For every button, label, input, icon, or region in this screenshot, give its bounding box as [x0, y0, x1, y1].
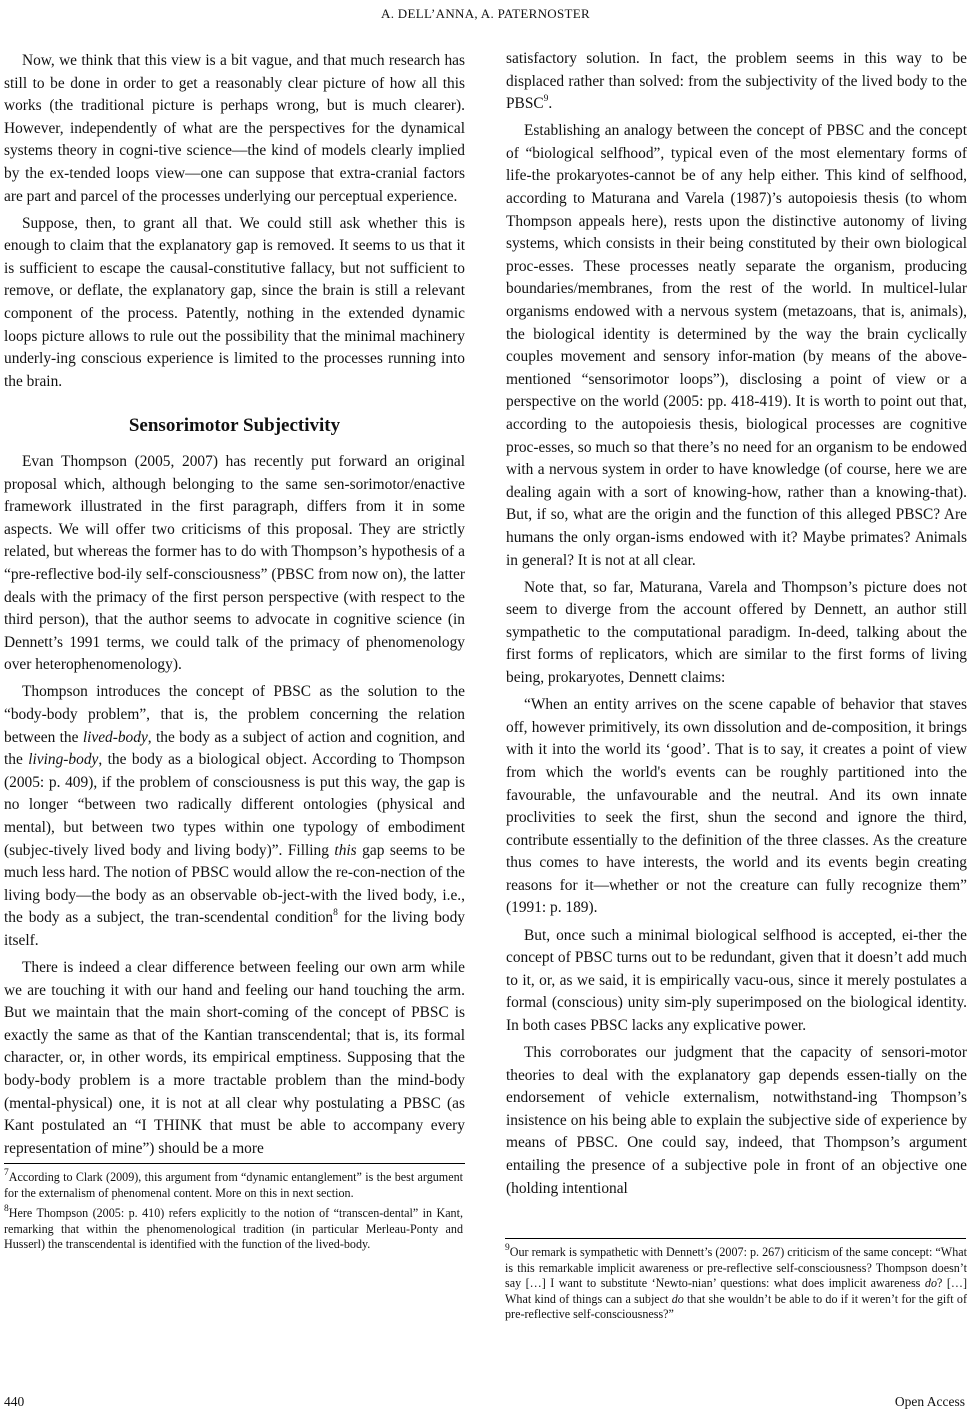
paragraph: But, once such a minimal biological selfhood is accepted, ei-ther the concept of PBSC turns out to be redundant, given that it doesn’t add much to it, or, as we said, it is empirically vacu-ous, since it merely postulates a formal (conscious) unity sim-ply superimposed on the biological identity. In both cases PBSC lacks any explicative power.: [506, 926, 967, 1034]
footnote-9: [505, 1242, 968, 1323]
emphasis: lived-body: [82, 728, 148, 746]
footnote-text: that she wouldn’t be able to do if it weren’t for the gift of pre-reflective self-consciousness?”: [505, 1291, 967, 1322]
footnote-text: According to Clark (2009), this argument from “dynamic entanglement” is the best argument for the externalism of phenomenal content. More on this in next section.: [4, 1170, 463, 1200]
footnote-text: Our remark is sympathetic with Dennett’s (2007: p. 267) criticism of the same concept: “What is this remarkable implicit awareness or pre-reflective self-consciousness? Thompson doesn’t say […] I want to substitute ‘Newto-nian’ questions: what does implicit awareness: [505, 1245, 967, 1291]
paragraph: Evan Thompson (2005, 2007) has recently put forward an original proposal which, although belonging to the same sen-sorimotor/enactive framework illustrated in the first paragraph, differs from it in some aspects. We will offer two criticisms of this proposal. They are strictly related, but whereas the former has to do with Thompson’s hypothesis of a “pre-reflective bod-ily self-consciousness” (PBSC from now on), the latter deals with the primacy of the first person perspective (with respect to the third person), that the author seems to advocate in cognitive science (in Dennett’s 1991 terms, we could talk of the primacy of phenomenology over heterophenomenology).: [4, 453, 465, 674]
paragraph: Establishing an analogy between the concept of PBSC and the concept of “biological selfhood”, typical even of the most elementary forms of life-the prokaryotes-cannot be of any help either. This kind of selfhood, according to Maturana and Varela (1987)’s autopoiesis thesis (to whom Thompson appeals here), rests upon the distinctive autonomy of living systems, which consists in their being constituted by their own biological proc-esses. These processes neatly separate the organism, producing boundaries/membranes, from the rest of the world. In multicel-lular organisms endowed with a nervous system (metazoans, that is, animals), the biological identity is determined by the way the brain cyclically couples movement and sensory infor-mation (by means of the above-mentioned “sensorimotor loops”), disclosing a point of view or a perspective on the world (2005: pp. 418-419). It is worth to point out that, according to the autopoiesis thesis, biological processes are cognitive proc-esses, so much so that there’s no need for an organism to be endowed with a nervous system in order to have knowledge (of course, here we are dealing again with a sort of knowing-how, rather than a knowing-that). But, if so, what are the origin and the function of this alleged PBSC? Are humans the only organ-isms endowed with it? Maybe primates? Animals in general? It is not at all clear.: [506, 122, 967, 569]
footnotes-left: [4, 1167, 463, 1258]
emphasis: do: [924, 1276, 937, 1291]
footnotes-right: [505, 1242, 968, 1328]
emphasis: living-body: [28, 751, 99, 769]
right-column: [506, 48, 967, 1205]
text: , the body as a subject of action and cognition, and the: [4, 728, 465, 769]
left-column: [4, 50, 465, 1165]
footnote-divider-right: [505, 1238, 966, 1239]
text: Thompson introduces the concept of PBSC as the solution to the “body-body problem”, that is, the problem concerning the relation between the: [4, 683, 465, 746]
paragraph: Suppose, then, to grant all that. We could still ask whether this is enough to claim that the explanatory gap is removed. It seems to us that it is sufficient to escape the causal-constitutive fallacy, but not sufficient to remove, or deflate, the explanatory gap, since the brain is still a relevant component of the process. Patently, nothing in the extended dynamic loops picture allows to rule out the possibility that the minimal machinery underly-ing conscious experience is limited to the processes running into the brain.: [4, 214, 465, 390]
page-number: 440: [4, 1394, 25, 1409]
open-access-label: Open Access: [894, 1394, 965, 1409]
footnote-divider-left: [4, 1163, 465, 1164]
paragraph: Now, we think that this view is a bit vague, and that much research has still to be done in order to get a reasonably clear picture of how all this works (the traditional picture is perhaps wrong, but is much clearer). However, independently of what are the perspectives for the dynamical systems theory in cogni-tive science—the kind of models clearly implied by the ex-tended loops view—one can suppose that extra-cranial factors are part and parcel of the processes underlying our perceptual experience.: [4, 52, 465, 205]
paragraph: Note that, so far, Maturana, Varela and Thompson’s picture does not seem to diverge from the account offered by Dennett, an author still sympathetic to the computational paradigm. In-deed, talking about the first forms of replicators, which are similar to the first forms of living being, prokaryotes, Dennett claims:: [506, 578, 967, 687]
section-heading: Sensorimotor Subjectivity: [128, 415, 341, 437]
quotation: “When an entity arrives on the scene capable of behavior that staves off, however primitively, its own dissolution and de-composition, it brings with it into the world its ‘good’. That is to say, it creates a point of view from which the world's events can be roughly partitioned into the favourable, the unfavourable and the neutral. And its own innate proclivities to seek the first, shun the second and ignore the third, contribute essentially to the definition of the three classes. As the creature thus comes to have interests, the world and its events begin creating reasons for it—whether or not the creature can fully recognize them” (1991: p. 189).: [506, 696, 967, 917]
text: satisfactory solution. In fact, the problem seems in this way to be displaced rather than solved: from the subjectivity of the lived body to the PBSC: [506, 50, 967, 113]
footnote-number: 8: [4, 1204, 9, 1215]
text: , the body as a biological object. According to Thompson (2005: p. 409), if the problem of consciousness is put this way, the gap is no longer “between two radically different ontologies (physical and mental), but between two types within one typology of embodiment (subjec-tively lived body and living body)”. Filling: [4, 751, 465, 859]
footnote-number: 7: [4, 1167, 9, 1178]
footnote-ref-8[interactable]: 8: [333, 908, 338, 919]
emphasis: this: [334, 841, 357, 859]
running-header: A. DELL’ANNA, A. PATERNOSTER: [381, 6, 590, 21]
paragraph: [4, 681, 465, 952]
text: .: [548, 95, 553, 113]
footnote-ref-9[interactable]: 9: [543, 94, 549, 105]
paragraph: [506, 48, 967, 116]
text: for the living body itself.: [4, 909, 465, 949]
paragraph: This corroborates our judgment that the capacity of sensori-motor theories to deal with the explanatory gap depends essen-tially on the endorsement of vehicle externalism, notwithstand-ing Thompson’s insistence on his being able to explain the subjective side of experience by means of PBSC. One could say, indeed, that Thompson’s argument entailing the presence of a subjective pole in front of an objective one (holding intentional: [506, 1044, 967, 1197]
footnote-text: Here Thompson (2005: p. 410) refers explicitly to the notion of “transcen-dental” in Kant, remarking that within the phenomenological tradition (in particular Merleau-Ponty and Husserl) the transcendental is identified with the function of the lived-body.: [4, 1206, 463, 1252]
emphasis: do: [671, 1291, 684, 1306]
footnote-number: 9: [505, 1242, 510, 1253]
footnote-text: ? […] What kind of things can a subject: [505, 1276, 968, 1306]
footnote-8: [4, 1206, 463, 1253]
footnote-7: [4, 1167, 463, 1201]
paragraph: There is indeed a clear difference between feeling our own arm while we are touching it with our hand and feeling our hand touching the arm. But we maintain that the main short-coming of the concept of PBSC is exactly the same as that of the Kantian transcendental; that is, its formal character, or, in other words, its empirical emptiness. Supposing that the body-body problem is a more tractable problem than the mind-body (mental-physical) one, it is not at all clear why postulating a PBSC (as Kant postulated an “I THINK that must be able to accompany every representation of mine”) should be a more: [4, 959, 465, 1157]
text: gap seems to be much less hard. The notion of PBSC would allow the re-con-nection of the living body—the body as an observable ob-ject-with the lived body, i.e., the body as a subject, the tran-scendental condition: [4, 841, 465, 927]
